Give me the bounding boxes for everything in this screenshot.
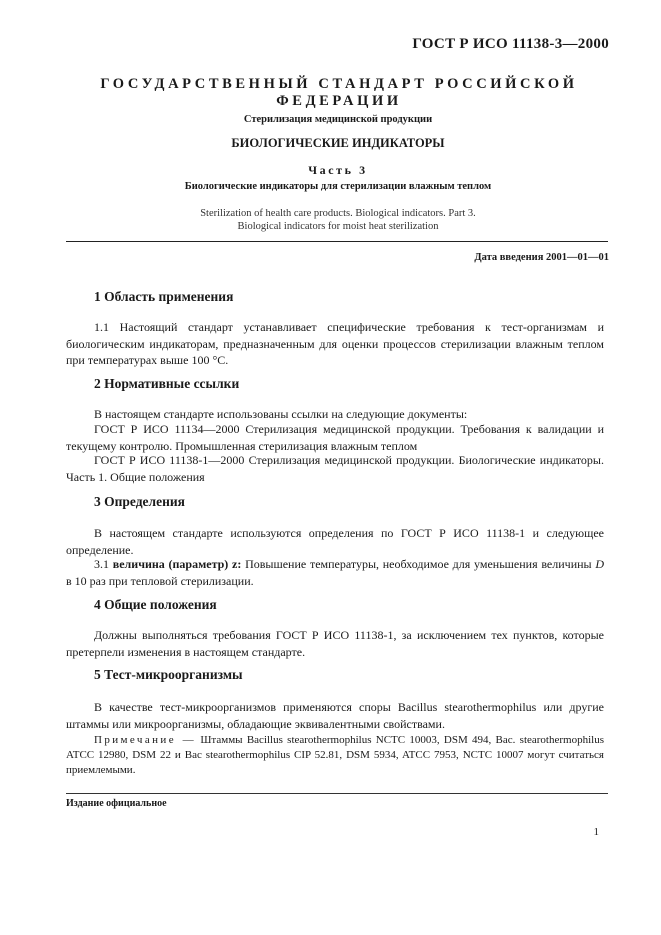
document-code: ГОСТ Р ИСО 11138-3—2000	[412, 36, 609, 52]
english-title-line-2: Biological indicators for moist heat sterilization	[237, 221, 439, 232]
section-2-reference-2: ГОСТ Р ИСО 11138-1—2000 Стерилизация медицинской продукции. Биологические индикаторы. Часть 1. Общие положения	[66, 453, 604, 484]
note-label: Примечание —	[94, 734, 197, 746]
section-3-heading: 3 Определения	[94, 494, 185, 509]
series-title: Стерилизация медицинской продукции	[243, 114, 433, 125]
section-5-note	[66, 733, 604, 778]
state-standard-title: ГОСУДАРСТВЕННЫЙ СТАНДАРТ РОССИЙСКОЙ ФЕДЕРАЦИИ	[100, 76, 578, 109]
section-2-heading: 2 Нормативные ссылки	[94, 376, 240, 391]
section-5-heading: 5 Тест-микроорганизмы	[94, 667, 243, 682]
section-3-paragraph: В настоящем стандарте используются определения по ГОСТ Р ИСО 11138-1 и следующее определение.	[66, 526, 604, 557]
section-4-paragraph: Должны выполняться требования ГОСТ Р ИСО 11138-1, за исключением тех пунктов, которые претерпели изменения в настоящем стандарте.	[66, 628, 604, 659]
section-2-paragraph-1: В настоящем стандарте использованы ссылки на следующие документы:	[94, 407, 468, 421]
page-number: 1	[593, 826, 599, 838]
definition-number: 3.1	[94, 557, 109, 571]
part-label: Часть 3	[308, 163, 368, 177]
section-1-paragraph: 1.1 Настоящий стандарт устанавливает специфические требования к тест-организмам и биологическим индикаторам, предназначенным для оценки процессов стерилизации влажным теплом при температурах выше 100 °С.	[66, 320, 604, 367]
note-text: Штаммы Bacillus stearothermophilus NCTC 10003, DSM 494, Bac. stearothermophilus ATCC 12980, DSM 22 и Bac stearothermophilus CIP 52.81, DSM 5934, ATCC 7953, NCTC 10007 могут считаться приемлемыми.	[66, 734, 604, 776]
definition-text-b: в 10 раз при тепловой стерилизации.	[66, 573, 254, 588]
english-title-line-1: Sterilization of health care products. Biological indicators. Part 3.	[200, 208, 476, 219]
main-title: БИОЛОГИЧЕСКИЕ ИНДИКАТОРЫ	[231, 136, 445, 150]
header-divider	[66, 241, 608, 242]
section-3-definition	[66, 556, 604, 589]
definition-variable: D	[595, 557, 605, 571]
section-2-reference-1: ГОСТ Р ИСО 11134—2000 Стерилизация медицинской продукции. Требования к валидации и текущему контролю. Промышленная стерилизация влажным теплом	[66, 422, 604, 453]
introduction-date: Дата введения 2001—01—01	[474, 252, 609, 263]
part-subtitle: Биологические индикаторы для стерилизации влажным теплом	[184, 181, 492, 192]
definition-text-a: Повышение температуры, необходимое для уменьшения величины	[245, 557, 592, 571]
definition-term: величина (параметр) z:	[112, 557, 242, 571]
section-1-heading: 1 Область применения	[94, 289, 234, 304]
footer-divider	[66, 793, 608, 794]
section-5-paragraph: В качестве тест-микроорганизмов применяются споры Bacillus stearothermophilus или другие штаммы или микроорганизмы, обладающие эквивалентными свойствами.	[66, 700, 604, 731]
section-4-heading: 4 Общие положения	[94, 597, 217, 612]
edition-label: Издание официальное	[66, 798, 167, 809]
